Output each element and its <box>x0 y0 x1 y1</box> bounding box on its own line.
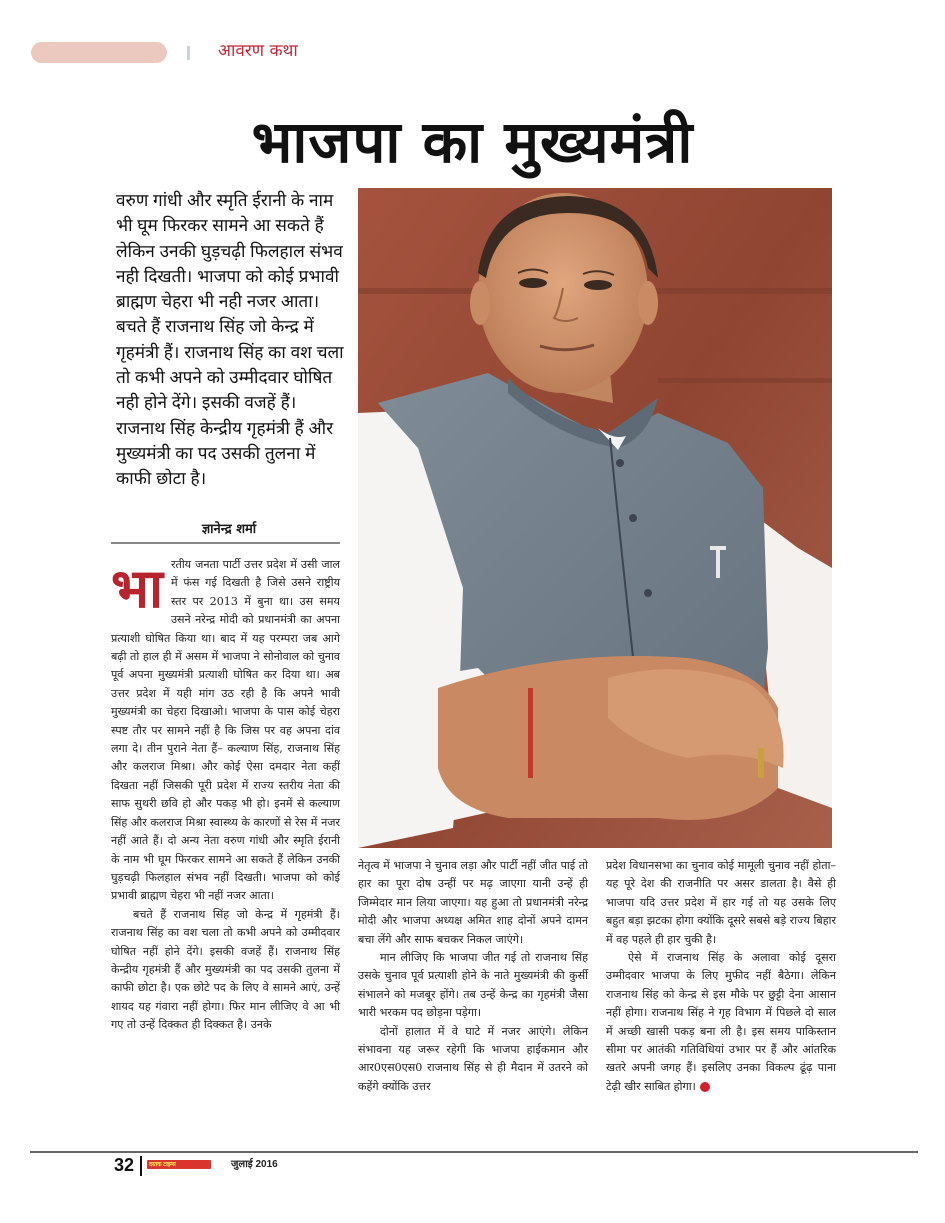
article-paragraph: बचते हैं राजनाथ सिंह जो केन्द्र में गृहमंत्री हैं। राजनाथ सिंह का वश चला तो कभी अपने को उम्मीदवार घोषित नहीं होने देंगे। इसकी वजहें हैं। राजनाथ सिंह केन्द्रीय गृहमंत्री हैं और मुख्यमंत्री का पद उसकी तुलना में काफी छोटा है। एक छोटे पद के लिए वे सामने आएं, उन्हें शायद यह गंवारा नहीं होगा। फिर मान लीजिए वे आ भी गए तो उन्हें दिक्कत ही दिक्कत है। उनके <box>111 907 340 1032</box>
section-tab-pill <box>31 42 167 63</box>
article-column-3 <box>606 857 836 1096</box>
byline-divider <box>111 542 340 544</box>
article-paragraph-text: ऐसे में राजनाथ सिंह के अलावा कोई दूसरा उम्मीदवार भाजपा के लिए मुफीद नहीं बैठेगा। लेकिन राजनाथ सिंह को केन्द्र से इस मौके पर छुट्टी देना आसान नहीं होगा। राजनाथ सिंह ने गृह विभाग में पिछले दो साल में अच्छी खासी पकड़ बना ली है। इस समय पाकिस्तान सीमा पर आतंकी गतिविधियां उभार पर हैं और आंतरिक खतरे अपनी जगह हैं। इसलिए उनका विकल्प ढूंढ़ पाना टेढ़ी खीर साबित होगा। <box>606 951 836 1093</box>
article-paragraph: नेतृत्व में भाजपा ने चुनाव लड़ा और पार्टी नहीं जीत पाई तो हार का पूरा दोष उन्हीं पर मढ़ जाएगा यानी उन्हें ही जिम्मेदार मान लिया जाएगा। यह हुआ तो प्रधानमंत्री नरेन्द्र मोदी और भाजपा अध्यक्ष अमित शाह दोनों अपने दामन बचा लेंगे और साफ बचकर निकल जाएंगे। <box>358 859 588 946</box>
drop-cap: भा <box>111 557 163 620</box>
magazine-logo <box>147 1160 211 1169</box>
article-photo <box>358 188 832 848</box>
author-byline: ज्ञानेन्द्र शर्मा <box>201 522 257 537</box>
footer-divider <box>30 1151 918 1153</box>
issue-date: जुलाई 2016 <box>231 1159 278 1170</box>
article-paragraph-last <box>606 949 836 1096</box>
portrait-image <box>358 188 832 848</box>
page-number: 32 <box>114 1155 135 1175</box>
footer-separator <box>140 1156 142 1176</box>
magazine-logo-text: दस्तक टाइम्स <box>149 1161 176 1168</box>
end-mark-icon <box>700 1082 710 1092</box>
section-label: आवरण कथा <box>218 41 298 61</box>
article-column-1 <box>111 556 340 1035</box>
article-paragraph: दोनों हालात में वे घाटे में नजर आएंगे। लेकिन संभावना यह जरूर रहेगी कि भाजपा हाईकमान और आर0एस0एस0 राजनाथ सिंह से ही मैदान में उतरने को कहेंगे क्योंकि उत्तर <box>358 1024 588 1093</box>
pull-quote: वरुण गांधी और स्मृति ईरानी के नाम भी घूम फिरकर सामने आ सकते हैं लेकिन उनकी घुड़चढ़ी फिलहाल संभव नही दिखती। भाजपा को कोई प्रभावी ब्राह्मण चेहरा भी नही नजर आता। बचते हैं राजनाथ सिंह जो केन्द्र में गृहमंत्री हैं। राजनाथ सिंह का वश चला तो कभी अपने को उम्मीदवार घोषित नही होने देंगे। इसकी वजहें हैं। राजनाथ सिंह केन्द्रीय गृहमंत्री हैं और मुख्यमंत्री का पद उसकी तुलना में काफी छोटा है। <box>116 190 344 489</box>
article-headline: भाजपा का मुख्यमंत्री <box>251 108 694 176</box>
article-paragraph: प्रदेश विधानसभा का चुनाव कोई मामूली चुनाव नहीं होता– यह पूरे देश की राजनीति पर असर डालता है। वैसे ही भाजपा यदि उत्तर प्रदेश में हार गई तो यह उसके लिए बहुत बड़ा झटका होगा क्योंकि दूसरे सबसे बड़े राज्य बिहार में वह पहले ही हार चुकी है। <box>606 859 836 946</box>
section-divider <box>187 46 190 60</box>
article-paragraph: रतीय जनता पार्टी उत्तर प्रदेश में उसी जाल में फंस गई दिखती है जिसे उसने राष्ट्रीय स्तर पर 2013 में बुना था। उस समय उसने नरेन्द्र मोदी को प्रधानमंत्री का अपना प्रत्याशी घोषित किया था। बाद में यह परम्परा जब आगे बढ़ी तो हाल ही में असम में भाजपा ने सोनोवाल को चुनाव पूर्व अपना मुख्यमंत्री प्रत्याशी घोषित कर दिया था। अब उत्तर प्रदेश में यही मांग उठ रही है कि अपने भावी मुख्यमंत्री का चेहरा दिखाओ। भाजपा के पास कोई चेहरा स्पष्ट तौर पर सामने नहीं है कि जिस पर वह अपना दांव लगा दे। तीन पुराने नेता हैं– कल्याण सिंह, राजनाथ सिंह और कलराज मिश्रा। और कोई ऐसा दमदार नेता कहीं दिखता नहीं जिसकी पूरी प्रदेश में राज्य स्तरीय नेता की साफ सुथरी छवि हो और पकड़ भी हो। इनमें से कल्याण सिंह और कलराज मिश्रा स्वास्थ्य के कारणों से रेस में नजर नहीं आते हैं। दो अन्य नेता वरुण गांधी और स्मृति ईरानी के नाम भी घूम फिरकर सामने आ सकते हैं लेकिन उनकी घुड़चढ़ी फिलहाल संभव नहीं दिखती। भाजपा को कोई प्रभावी ब्राह्मण चेहरा भी नहीं नजर आता। <box>111 558 340 903</box>
article-paragraph: मान लीजिए कि भाजपा जीत गई तो राजनाथ सिंह उसके चुनाव पूर्व प्रत्याशी होने के नाते मुख्यमंत्री की कुर्सी संभालने को मजबूर होंगे। तब उन्हें केन्द्र का गृहमंत्री जैसा भारी भरकम पद छोड़ना पड़ेगा। <box>358 951 588 1020</box>
article-column-2 <box>358 857 588 1096</box>
